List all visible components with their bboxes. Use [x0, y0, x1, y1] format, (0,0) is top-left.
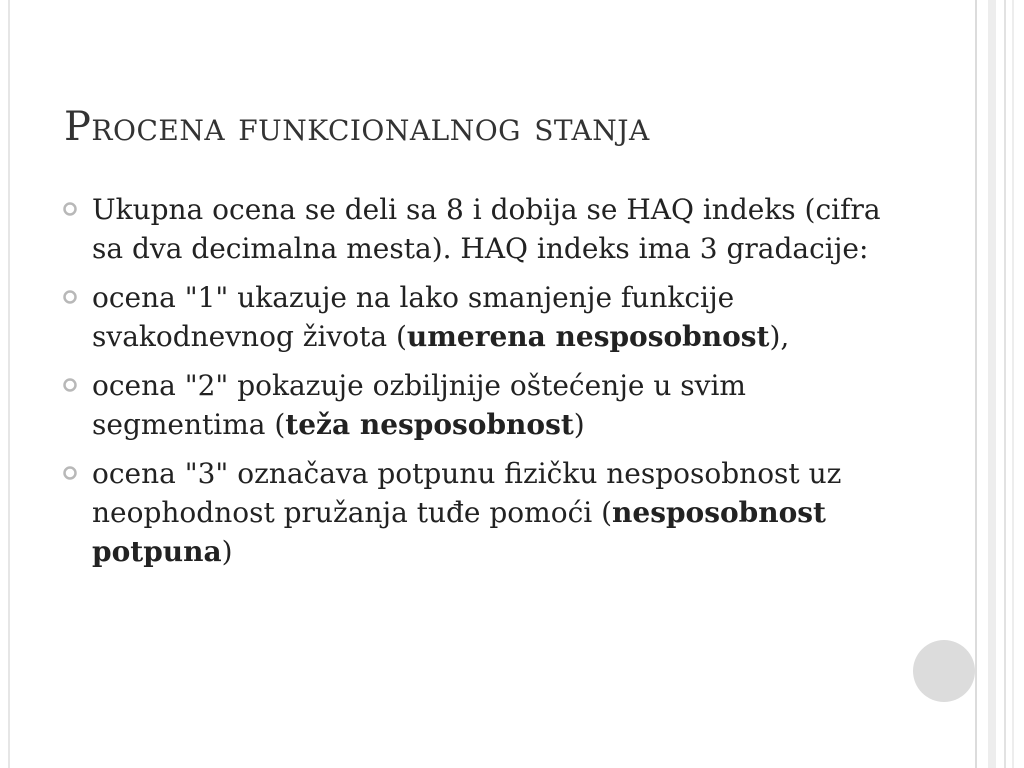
- bullet-item: [62, 190, 892, 268]
- bullet-item: [62, 278, 892, 356]
- bullet-text: ocena "3" označava potpunu fizičku nesposobnost uz neophodnost pružanja tuđe pomoći (nesposobnost potpuna): [92, 457, 842, 568]
- circle-bullet-icon: [62, 465, 78, 481]
- right-frame-band: [988, 0, 996, 768]
- bullet-text: ocena "2" pokazuje ozbiljnije oštećenje u svim segmentima (teža nesposobnost): [92, 369, 746, 441]
- bullet-text: ocena "1" ukazuje na lako smanjenje funkcije svakodnevnog života (umerena nesposobnost),: [92, 281, 790, 353]
- bullet-item: [62, 454, 892, 571]
- circle-bullet-icon: [62, 201, 78, 217]
- bullet-text: Ukupna ocena se deli sa 8 i dobija se HAQ indeks (cifra sa dva decimalna mesta). HAQ indeks ima 3 gradacije:: [92, 193, 881, 265]
- decorative-circle: [913, 640, 975, 702]
- circle-bullet-icon: [62, 289, 78, 305]
- right-frame-line: [1012, 0, 1014, 768]
- right-frame-line: [1004, 0, 1006, 768]
- right-frame-line: [975, 0, 977, 768]
- bullet-item: [62, 366, 892, 444]
- bullet-list: [62, 190, 892, 581]
- slide-title: Procena funkcionalnog stanja: [64, 104, 650, 150]
- circle-bullet-icon: [62, 377, 78, 393]
- left-frame-line: [8, 0, 10, 768]
